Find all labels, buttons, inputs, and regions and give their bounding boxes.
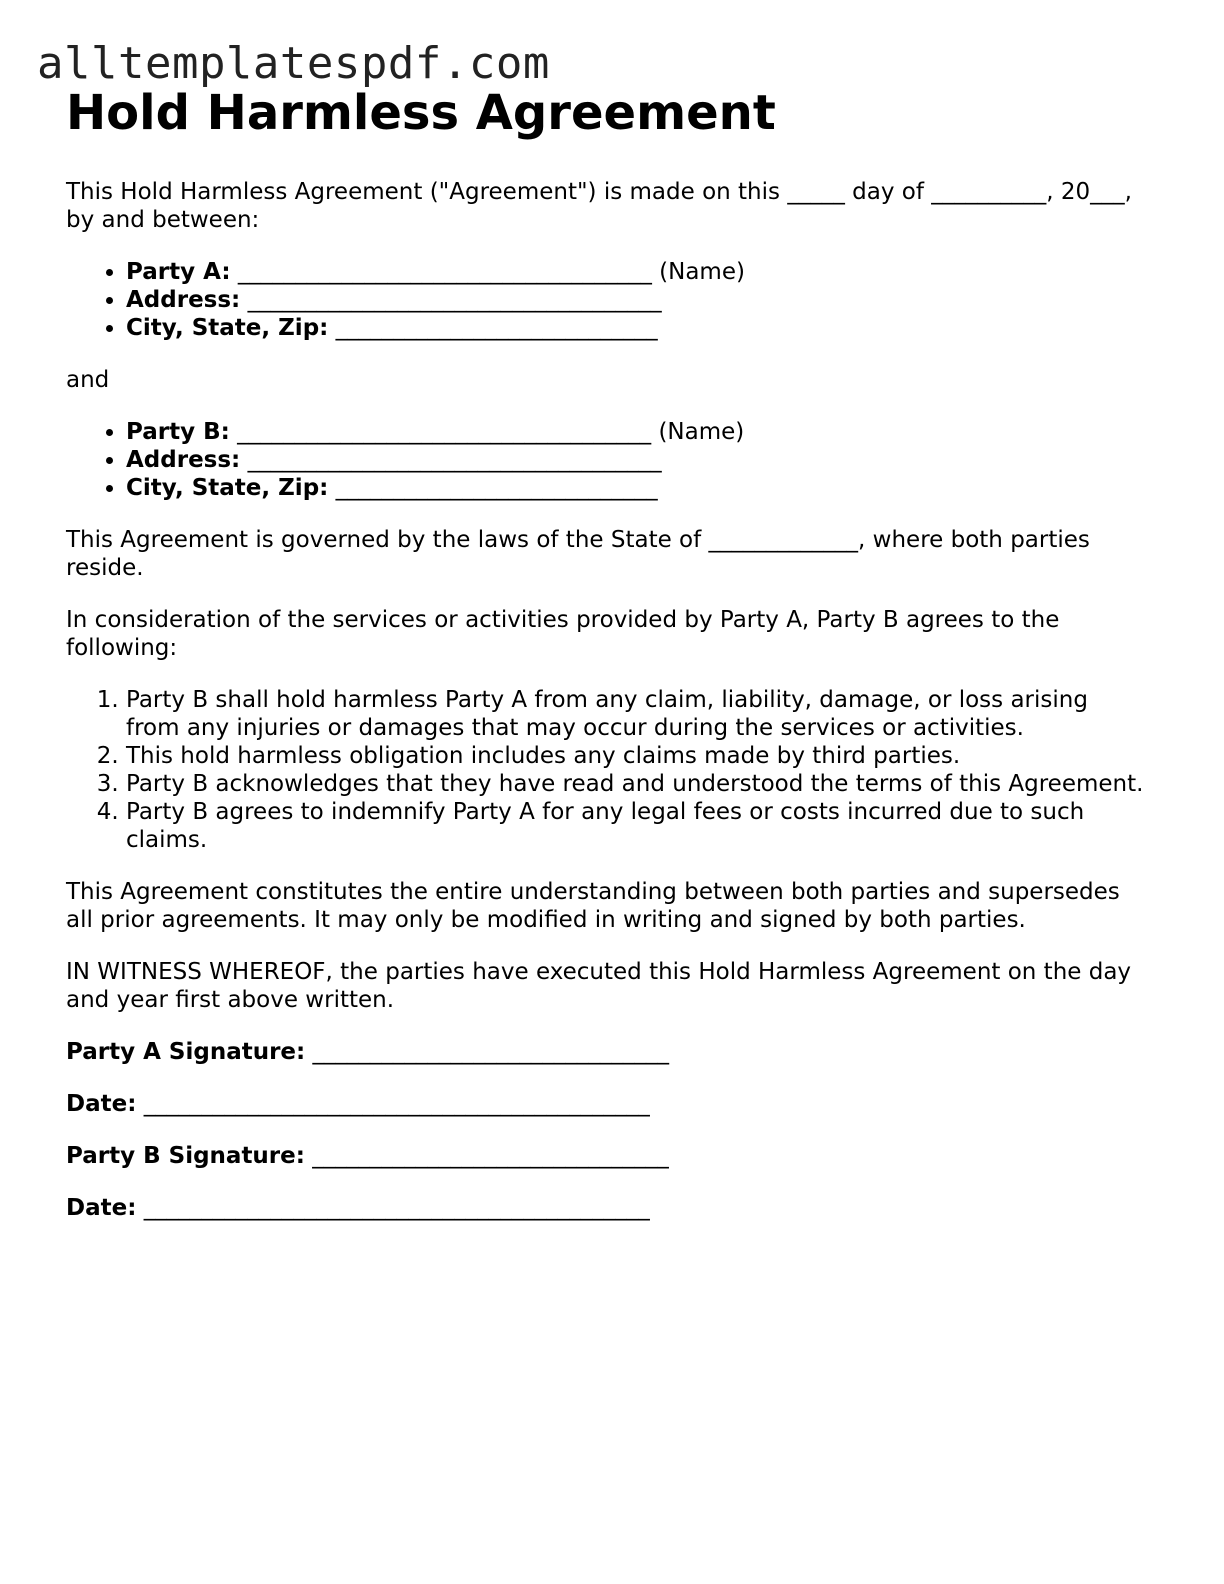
party-a-signature-line <box>66 1038 1146 1066</box>
party-a-name-item <box>126 258 1146 286</box>
party-b-city-label: City, State, Zip: <box>126 475 329 501</box>
term-item: 3. Party B acknowledges that they have read and understood the terms of this Agreement. <box>126 770 1146 798</box>
party-b-city-blank: ____________________________ <box>335 475 658 501</box>
party-b-name-blank: ____________________________________ (Name) <box>237 419 745 445</box>
party-b-date-label: Date: <box>66 1195 137 1221</box>
party-b-name-item <box>126 418 1146 446</box>
page-title: Hold Harmless Agreement <box>66 85 776 141</box>
term-item: 2. This hold harmless obligation includes any claims made by third parties. <box>126 742 1146 770</box>
party-a-list <box>66 258 1146 342</box>
term-item: 4. Party B agrees to indemnify Party A for any legal fees or costs incurred due to such claims. <box>126 798 1146 854</box>
party-b-address-item <box>126 446 1146 474</box>
witness-paragraph: IN WITNESS WHEREOF, the parties have executed this Hold Harmless Agreement on the day and year first above written. <box>66 959 1132 1013</box>
party-b-signature-blank: _______________________________ <box>312 1143 669 1169</box>
party-a-address-item <box>126 286 1146 314</box>
governing-law-paragraph: This Agreement is governed by the laws of the State of _____________, where both parties reside. <box>66 527 1090 581</box>
party-b-signature-label: Party B Signature: <box>66 1143 305 1169</box>
party-b-signature-line <box>66 1142 1146 1170</box>
party-a-city-item <box>126 314 1146 342</box>
party-b-name-label: Party B: <box>126 419 230 445</box>
party-b-city-item <box>126 474 1146 502</box>
entire-agreement-paragraph: This Agreement constitutes the entire understanding between both parties and supersedes all prior agreements. It may only be modified in writing and signed by both parties. <box>66 879 1120 933</box>
party-a-date-line <box>66 1090 1146 1118</box>
party-b-address-label: Address: <box>126 447 241 473</box>
party-b-date-line <box>66 1194 1146 1222</box>
intro-paragraph: This Hold Harmless Agreement ("Agreement") is made on this _____ day of __________, 20___, by and between: <box>66 179 1132 233</box>
party-a-address-blank: ____________________________________ <box>247 287 662 313</box>
party-a-name-blank: ____________________________________ (Name) <box>237 259 745 285</box>
document-page <box>66 82 1146 1246</box>
party-b-address-blank: ____________________________________ <box>247 447 662 473</box>
terms-list <box>66 686 1146 854</box>
party-a-date-blank: ____________________________________________ <box>143 1091 650 1117</box>
party-a-signature-label: Party A Signature: <box>66 1039 306 1065</box>
party-a-address-label: Address: <box>126 287 241 313</box>
watermark-text: alltemplatespdf.com <box>37 38 550 89</box>
party-a-city-label: City, State, Zip: <box>126 315 329 341</box>
party-b-date-blank: ____________________________________________ <box>143 1195 650 1221</box>
party-a-signature-blank: _______________________________ <box>312 1039 670 1065</box>
term-item: 1. Party B shall hold harmless Party A from any claim, liability, damage, or loss arising from any injuries or damages that may occur during the services or activities. <box>126 686 1146 742</box>
party-a-name-label: Party A: <box>126 259 231 285</box>
party-a-city-blank: ____________________________ <box>335 315 658 341</box>
consideration-paragraph: In consideration of the services or activities provided by Party A, Party B agrees to the following: <box>66 607 1060 661</box>
party-b-list <box>66 418 1146 502</box>
party-a-date-label: Date: <box>66 1091 137 1117</box>
and-text: and <box>66 367 110 393</box>
